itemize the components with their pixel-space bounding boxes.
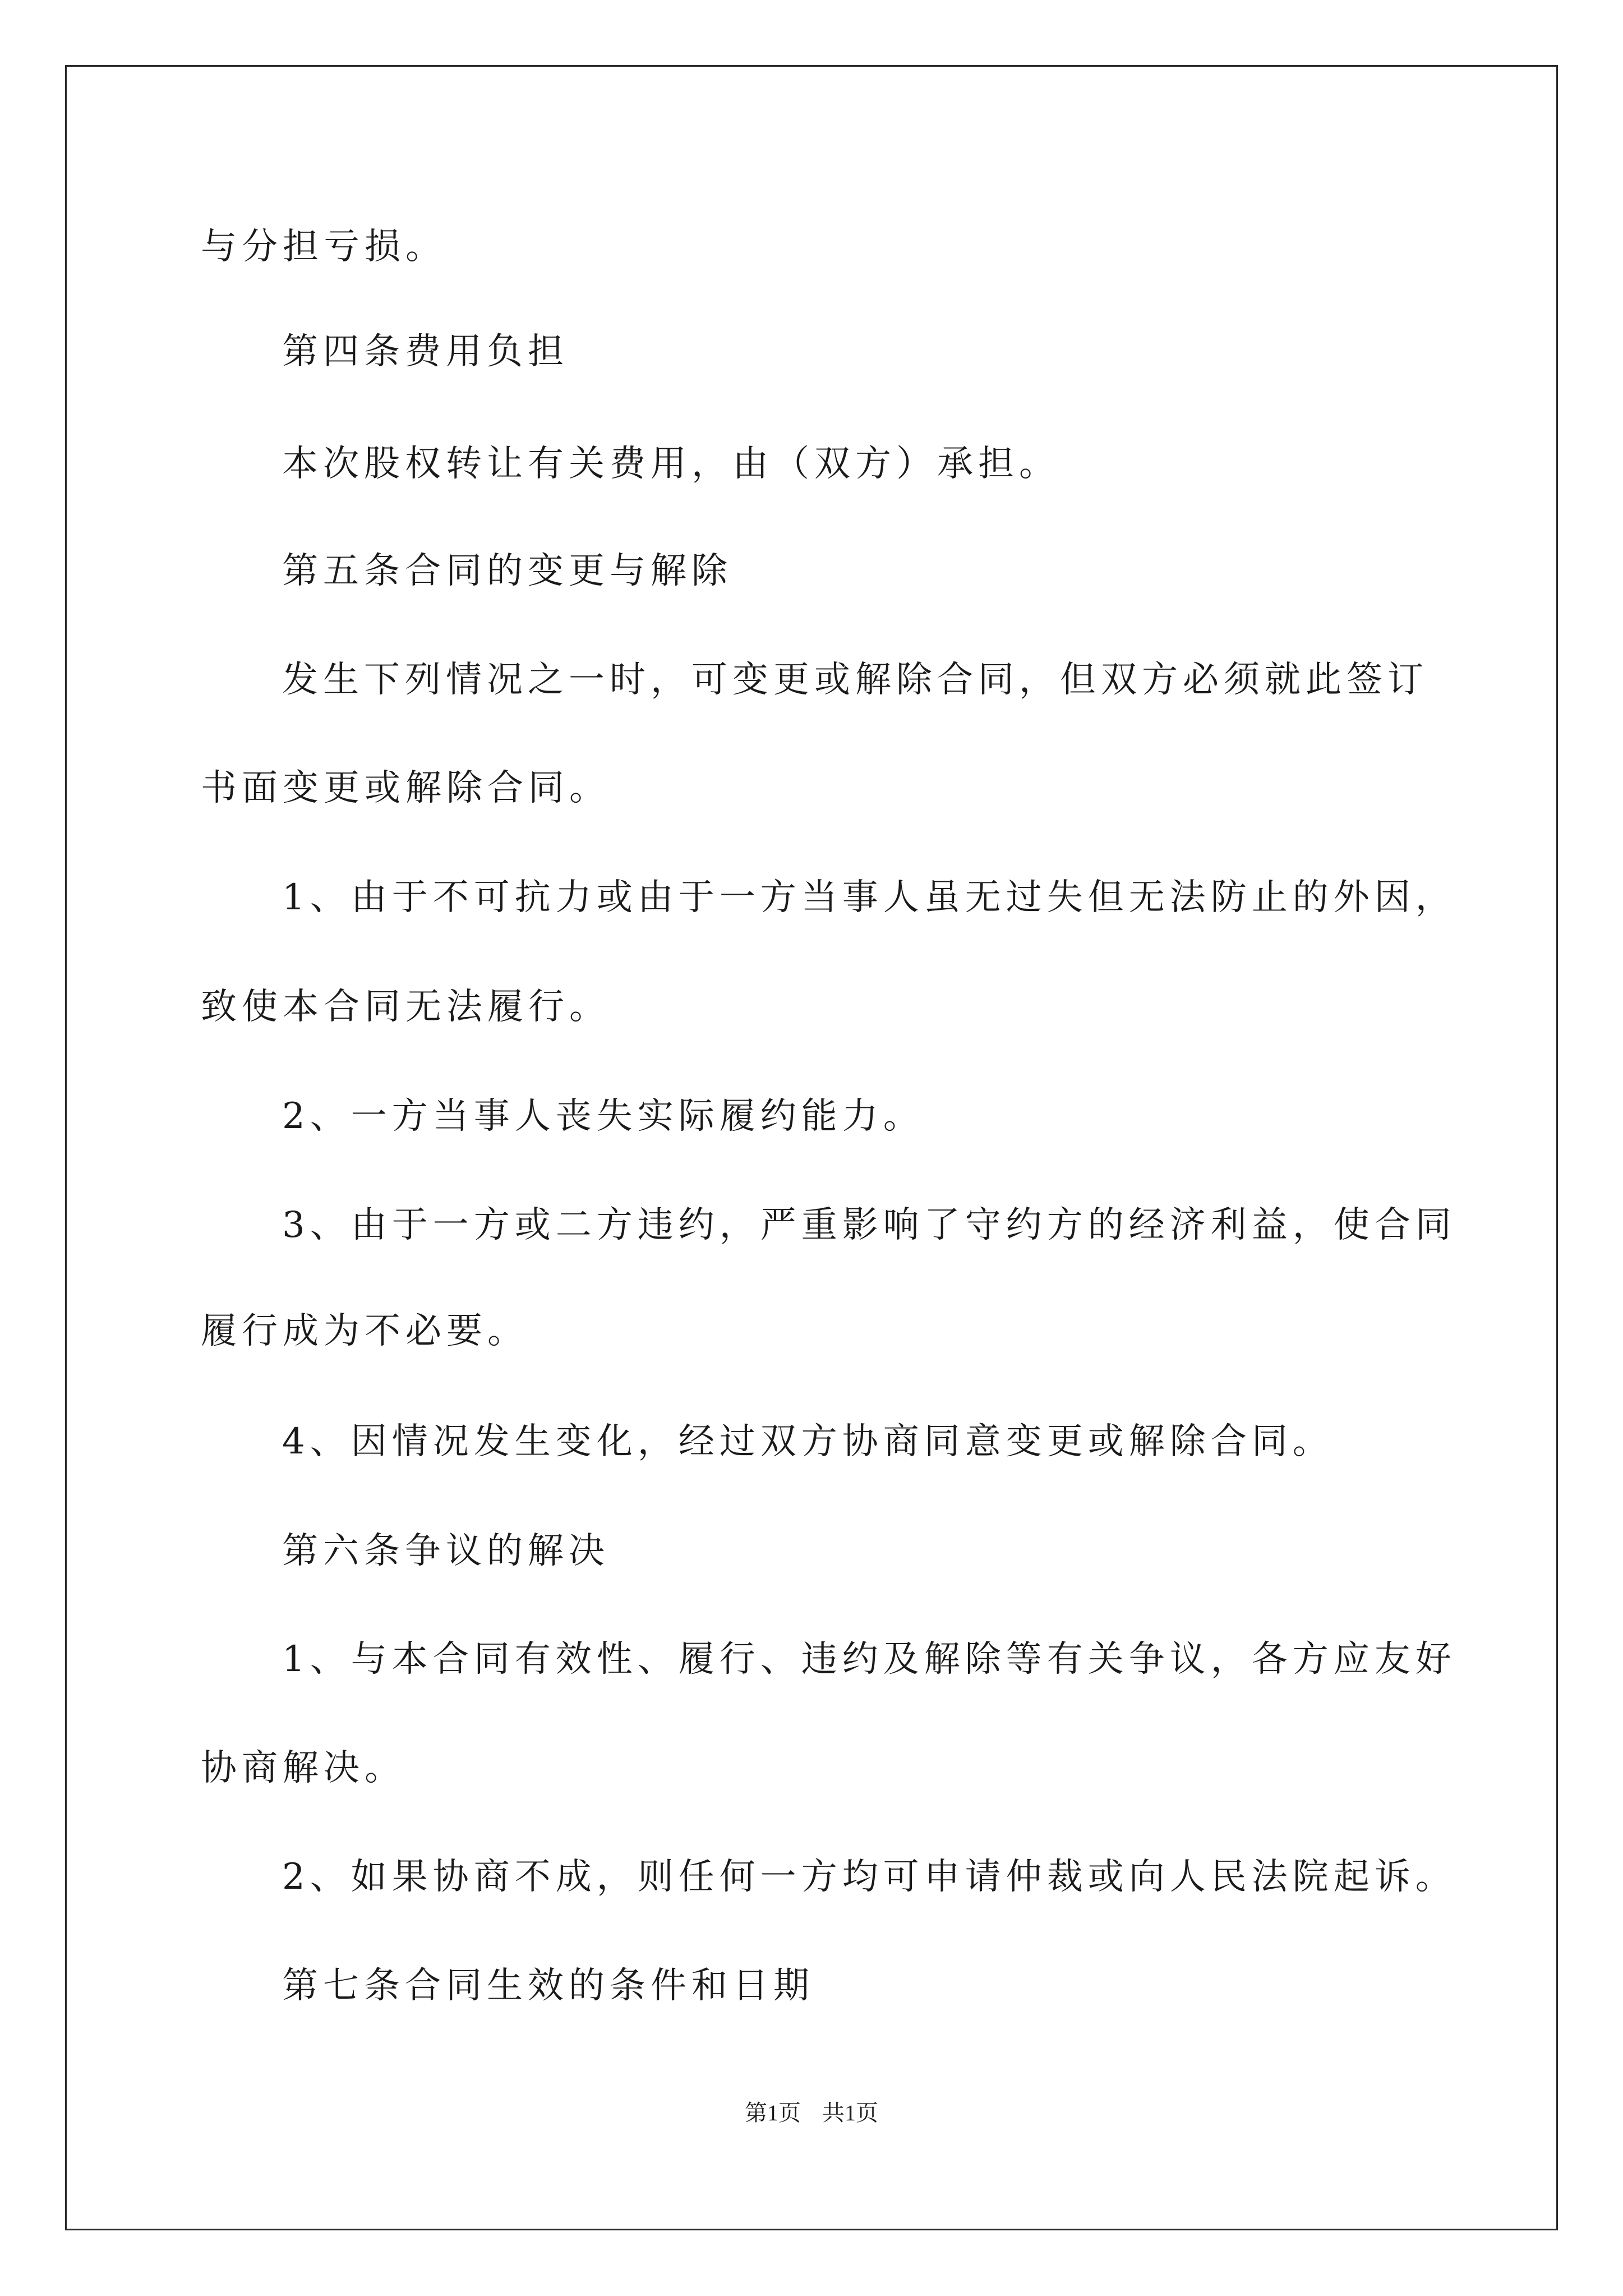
paragraph-line: 1、由于不可抗力或由于一方当事人虽无过失但无法防止的外因， (282, 877, 1456, 918)
page-total: 共1页 (822, 2100, 878, 2125)
paragraph-line: 2、一方当事人丧失实际履约能力。 (282, 1096, 924, 1137)
section-heading: 第六条争议的解决 (282, 1530, 610, 1572)
paragraph-line: 1、与本合同有效性、履行、违约及解除等有关争议，各方应友好 (282, 1639, 1456, 1680)
paragraph-line: 3、由于一方或二方违约，严重影响了守约方的经济利益，使合同 (282, 1204, 1456, 1246)
paragraph-line: 发生下列情况之一时，可变更或解除合同，但双方必须就此签订 (282, 659, 1428, 701)
page-border (65, 65, 1558, 2230)
section-heading: 第五条合同的变更与解除 (282, 550, 732, 592)
section-heading: 第四条费用负担 (282, 331, 569, 372)
paragraph-line: 4、因情况发生变化，经过双方协商同意变更或解除合同。 (282, 1421, 1334, 1462)
paragraph-line: 2、如果协商不成，则任何一方均可申请仲裁或向人民法院起诉。 (282, 1856, 1456, 1898)
page-number: 第1页 (745, 2100, 801, 2125)
section-heading: 第七条合同生效的条件和日期 (282, 1965, 814, 2007)
paragraph-line: 与分担亏损。 (201, 226, 446, 268)
paragraph-line: 书面变更或解除合同。 (201, 767, 610, 809)
paragraph-line: 协商解决。 (201, 1747, 405, 1789)
paragraph-line: 致使本合同无法履行。 (201, 986, 610, 1028)
paragraph-line: 本次股权转让有关费用，由（双方）承担。 (282, 443, 1060, 485)
paragraph-line: 履行成为不必要。 (201, 1310, 528, 1352)
page-footer (0, 2099, 1623, 2127)
